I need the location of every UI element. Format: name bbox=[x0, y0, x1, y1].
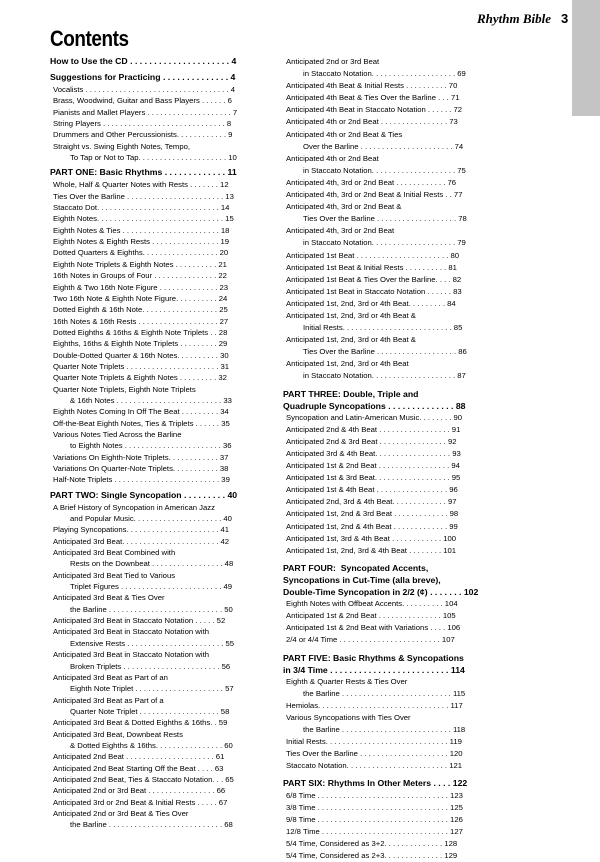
toc-entry: Variations On Eighth-Note Triplets. . . . . . . . . . . . 37 bbox=[53, 452, 229, 462]
toc-entry: Eighths, 16ths & Eighth Note Triplets . . . . . . . . . 29 bbox=[53, 339, 228, 349]
toc-entry: Anticipated 1st, 2nd, 3rd or 4th Beat. . . . . . . . . 84 bbox=[286, 298, 456, 308]
toc-entry: Brass, Woodwind, Guitar and Bass Players . . . . . . 6 bbox=[53, 96, 232, 106]
toc-entry: Ties Over the Barline . . . . . . . . . . . . . . . . . . . . . . . 13 bbox=[53, 191, 234, 201]
toc-entry: Anticipated 1st Beat in Staccato Notation . . . . . . 83 bbox=[286, 286, 462, 296]
toc-entry: Anticipated 2nd Beat . . . . . . . . . . . . . . . . . . . . . 61 bbox=[53, 752, 225, 762]
toc-entry: Anticipated 3rd Beat & Dotted Eighths & 16ths. . 59 bbox=[53, 718, 228, 728]
toc-entry: Drummers and Other Percussionists. . . . . . . . . . . . 9 bbox=[53, 130, 233, 140]
toc-entry: Initial Rests. . . . . . . . . . . . . . . . . . . . . . . . . . . . . 119 bbox=[286, 737, 462, 747]
toc-right-column bbox=[283, 56, 528, 862]
toc-entry: Anticipated 3rd Beat in Staccato Notation with bbox=[53, 650, 209, 660]
toc-entry: Initial Rests. . . . . . . . . . . . . . . . . . . . . . . . . . 85 bbox=[303, 323, 463, 333]
toc-entry: Over the Barline . . . . . . . . . . . . . . . . . . . . . . 74 bbox=[303, 141, 464, 151]
toc-entry: Ties Over the Barline . . . . . . . . . . . . . . . . . . . 78 bbox=[303, 214, 467, 224]
toc-entry: Anticipated 4th, 3rd or 2nd Beat . . . . . . . . . . . . 76 bbox=[286, 177, 457, 187]
toc-entry: 16th Notes in Groups of Four . . . . . . . . . . . . . . . 22 bbox=[53, 271, 227, 281]
toc-entry: A Brief History of Syncopation in American Jazz bbox=[53, 502, 215, 512]
toc-entry: Anticipated 1st Beat & Ties Over the Barline. . . . 82 bbox=[286, 274, 462, 284]
toc-entry: Off-the-Beat Eighth Notes, Ties & Triplets . . . . . . 35 bbox=[53, 418, 230, 428]
toc-entry: Anticipated 1st, 2nd, 3rd or 4th Beat & bbox=[286, 335, 416, 345]
toc-entry: the Barline . . . . . . . . . . . . . . . . . . . . . . . . . . 118 bbox=[303, 725, 466, 735]
toc-entry: Eighth Note Triplet . . . . . . . . . . . . . . . . . . . . . 57 bbox=[70, 684, 234, 694]
toc-section-heading: PART THREE: Double, Triple and bbox=[283, 388, 419, 399]
toc-entry: Eighth Notes & Ties . . . . . . . . . . . . . . . . . . . . . . . 18 bbox=[53, 225, 230, 235]
toc-entry: 3/8 Time . . . . . . . . . . . . . . . . . . . . . . . . . . . . . . . 125 bbox=[286, 802, 463, 812]
toc-entry: 12/8 Time . . . . . . . . . . . . . . . . . . . . . . . . . . . . . . 127 bbox=[286, 826, 463, 836]
toc-entry: Anticipated 3rd & 4th Beat. . . . . . . . . . . . . . . . . . 93 bbox=[286, 449, 461, 458]
toc-left-column bbox=[50, 55, 288, 831]
toc-entry: 5/4 Time, Considered as 3+2. . . . . . . . . . . . . . 128 bbox=[286, 838, 458, 848]
toc-entry: Quarter Note Triplets & Eighth Notes . . . . . . . . . 32 bbox=[53, 373, 227, 383]
toc-entry: Anticipated 4th Beat & Initial Rests . . . . . . . . . . 70 bbox=[286, 81, 458, 91]
toc-entry: and Popular Music. . . . . . . . . . . . . . . . . . . . . 40 bbox=[70, 514, 232, 524]
toc-entry: Double-Dotted Quarter & 16th Notes. . . . . . . . . . 30 bbox=[53, 350, 229, 360]
toc-entry: Anticipated 4th or 2nd Beat bbox=[286, 153, 379, 163]
toc-entry: 9/8 Time . . . . . . . . . . . . . . . . . . . . . . . . . . . . . . . 126 bbox=[286, 814, 463, 824]
toc-section-heading: in 3/4 Time . . . . . . . . . . . . . . . . . . . . . . . . . 114 bbox=[283, 664, 465, 675]
toc-entry: Anticipated 3rd Beat in Staccato Notation with bbox=[53, 627, 209, 637]
toc-entry: & Dotted Eighths & 16ths. . . . . . . . . . . . . . . . 60 bbox=[70, 740, 233, 750]
toc-section-heading: Syncopations in Cut-Time (alla breve), bbox=[283, 574, 441, 585]
toc-entry: Anticipated 2nd, 3rd & 4th Beat. . . . . . . . . . . . . 97 bbox=[286, 497, 457, 507]
toc-entry: Ties Over the Barline . . . . . . . . . . . . . . . . . . . 86 bbox=[303, 347, 467, 357]
toc-section-heading: Suggestions for Practicing . . . . . . . . . . . . . . 4 bbox=[50, 72, 236, 82]
toc-entry: Broken Triplets . . . . . . . . . . . . . . . . . . . . . . . 56 bbox=[70, 661, 231, 671]
toc-entry: Eighth & Two 16th Note Figure . . . . . . . . . . . . . . 23 bbox=[53, 282, 229, 292]
toc-entry: Anticipated 1st & 2nd Beat with Variations . . . . 106 bbox=[286, 623, 461, 633]
toc-entry: Anticipated 2nd Beat, Ties & Staccato Notation. . . 65 bbox=[53, 774, 234, 784]
toc-entry: Vocalists . . . . . . . . . . . . . . . . . . . . . . . . . . . . . . . . . . 4 bbox=[53, 85, 235, 94]
toc-entry: Quarter Note Triplets, Eighth Note Triplets bbox=[53, 384, 196, 394]
toc-section-heading: Quadruple Syncopations . . . . . . . . . . . . . . 88 bbox=[283, 400, 466, 411]
toc-entry: the Barline . . . . . . . . . . . . . . . . . . . . . . . . . . . 68 bbox=[70, 820, 233, 830]
toc-entry: Eighth Notes. . . . . . . . . . . . . . . . . . . . . . . . . . . . . . 15 bbox=[53, 214, 234, 224]
toc-section-heading: How to Use the CD . . . . . . . . . . . . . . . . . . . . . 4 bbox=[50, 56, 237, 66]
toc-entry: Anticipated 4th or 2nd Beat & Ties bbox=[286, 129, 403, 139]
toc-entry: Anticipated 3rd Beat Tied to Various bbox=[53, 570, 176, 580]
toc-entry: Anticipated 1st & 4th Beat . . . . . . . . . . . . . . . . . 96 bbox=[286, 485, 458, 495]
toc-entry: Anticipated 2nd or 3rd Beat bbox=[286, 57, 380, 66]
toc-entry: Anticipated 1st, 2nd & 3rd Beat . . . . . . . . . . . . . 98 bbox=[286, 509, 459, 519]
toc-entry: to Eighth Notes . . . . . . . . . . . . . . . . . . . . . . . 36 bbox=[70, 441, 232, 451]
toc-section-heading: PART ONE: Basic Rhythms . . . . . . . . . . . . . 11 bbox=[50, 167, 237, 178]
toc-entry: Anticipated 1st & 2nd Beat . . . . . . . . . . . . . . . . . 94 bbox=[286, 461, 460, 471]
toc-entry: Triplet Figures . . . . . . . . . . . . . . . . . . . . . . . . 49 bbox=[70, 582, 233, 592]
toc-entry: Anticipated 4th, 3rd or 2nd Beat bbox=[286, 226, 395, 236]
toc-entry: in Staccato Notation. . . . . . . . . . . . . . . . . . . . 69 bbox=[303, 69, 466, 79]
toc-entry: Anticipated 4th, 3rd or 2nd Beat & Initial Rests . . 77 bbox=[286, 190, 463, 200]
toc-entry: Eighth Note Triplets & Eighth Notes . . . . . . . . . . 21 bbox=[53, 259, 227, 269]
toc-entry: Eighth Notes with Offbeat Accents. . . . . . . . . . 104 bbox=[286, 599, 458, 609]
toc-entry: Anticipated 3rd Beat as Part of a bbox=[53, 695, 164, 705]
toc-entry: Half-Note Triplets . . . . . . . . . . . . . . . . . . . . . . . . . 39 bbox=[53, 475, 230, 485]
toc-entry: Anticipated 3rd Beat & Ties Over bbox=[53, 593, 165, 603]
toc-entry: Whole, Half & Quarter Notes with Rests . . . . . . . 12 bbox=[53, 180, 229, 190]
toc-entry: Anticipated 2nd or 3rd Beat & Ties Over bbox=[53, 808, 189, 818]
toc-entry: Pianists and Mallet Players . . . . . . . . . . . . . . . . . . . . 7 bbox=[53, 107, 238, 117]
toc-entry: in Staccato Notation. . . . . . . . . . . . . . . . . . . . 87 bbox=[303, 371, 466, 381]
toc-entry: Eighth Notes Coming In Off The Beat . . . . . . . . . 34 bbox=[53, 407, 229, 417]
toc-entry: Quarter Note Triplet . . . . . . . . . . . . . . . . . . . 58 bbox=[70, 706, 230, 716]
toc-entry: Anticipated 1st, 2nd, 3rd or 4th Beat bbox=[286, 359, 409, 369]
toc-entry: 6/8 Time . . . . . . . . . . . . . . . . . . . . . . . . . . . . . . . 123 bbox=[286, 790, 463, 800]
toc-section-heading: Double-Time Syncopation in 2/2 (¢) . . . . . . . 102 bbox=[283, 587, 479, 598]
toc-entry: Dotted Eighths & 16ths & Eighth Note Triplets . . 28 bbox=[53, 327, 228, 337]
book-title: Rhythm Bible bbox=[477, 11, 552, 26]
toc-entry: in Staccato Notation. . . . . . . . . . . . . . . . . . . . 79 bbox=[303, 238, 466, 248]
toc-entry: Anticipated 2nd or 3rd Beat . . . . . . . . . . . . . . . . 66 bbox=[53, 786, 226, 796]
toc-entry: Various Notes Tied Across the Barline bbox=[53, 429, 182, 439]
toc-entry: To Tap or Not to Tap. . . . . . . . . . . . . . . . . . . . . 10 bbox=[70, 153, 237, 163]
toc-section-heading: PART FIVE: Basic Rhythms & Syncopations bbox=[283, 652, 464, 663]
toc-entry: Anticipated 3rd Beat Combined with bbox=[53, 548, 176, 558]
page-number: 3 bbox=[561, 11, 569, 26]
toc-entry: Anticipated 1st & 3rd Beat. . . . . . . . . . . . . . . . . . 95 bbox=[286, 473, 461, 483]
toc-entry: Anticipated 3rd Beat. . . . . . . . . . . . . . . . . . . . . . . 42 bbox=[53, 536, 230, 546]
toc-entry: Dotted Quarters & Eighths. . . . . . . . . . . . . . . . . . 20 bbox=[53, 248, 229, 258]
toc-entry: Anticipated 1st, 2nd & 4th Beat . . . . . . . . . . . . . 99 bbox=[286, 521, 458, 531]
toc-entry: Anticipated 2nd Beat Starting Off the Beat . . . . 63 bbox=[53, 763, 224, 773]
toc-entry: Anticipated 4th Beat in Staccato Notation . . . . . . 72 bbox=[286, 105, 463, 115]
toc-entry: & 16th Notes . . . . . . . . . . . . . . . . . . . . . . . . . 33 bbox=[70, 395, 232, 405]
toc-entry: 2/4 or 4/4 Time . . . . . . . . . . . . . . . . . . . . . . . . 107 bbox=[286, 635, 455, 645]
toc-entry: Straight vs. Swing Eighth Notes, Tempo, bbox=[53, 141, 191, 151]
toc-entry: Anticipated 4th or 2nd Beat . . . . . . . . . . . . . . . . 73 bbox=[286, 117, 458, 127]
toc-entry: 5/4 Time, Considered as 2+3. . . . . . . . . . . . . . 129 bbox=[286, 851, 458, 860]
toc-entry: Hemiolas. . . . . . . . . . . . . . . . . . . . . . . . . . . . . . . 117 bbox=[286, 700, 463, 710]
toc-entry: Quarter Note Triplets . . . . . . . . . . . . . . . . . . . . . . 31 bbox=[53, 361, 230, 371]
toc-section-heading: PART SIX: Rhythms In Other Meters . . . . 122 bbox=[283, 778, 468, 789]
toc-entry: 16th Notes & 16th Rests . . . . . . . . . . . . . . . . . . . 27 bbox=[53, 316, 229, 326]
toc-entry: Anticipated 1st Beat & Initial Rests . . . . . . . . . . 81 bbox=[286, 262, 457, 272]
toc-entry: Anticipated 4th, 3rd or 2nd Beat & bbox=[286, 202, 402, 212]
page-title: Contents bbox=[50, 26, 129, 51]
toc-entry: Staccato Notation. . . . . . . . . . . . . . . . . . . . . . . . 121 bbox=[286, 761, 463, 771]
toc-entry: Rests on the Downbeat . . . . . . . . . . . . . . . . . 48 bbox=[70, 559, 234, 569]
toc-entry: Anticipated 1st Beat . . . . . . . . . . . . . . . . . . . . . . 80 bbox=[286, 250, 460, 260]
toc-entry: Eighth & Quarter Rests & Ties Over bbox=[286, 676, 408, 686]
toc-entry: Anticipated 3rd Beat, Downbeat Rests bbox=[53, 729, 183, 739]
toc-entry: the Barline . . . . . . . . . . . . . . . . . . . . . . . . . . 115 bbox=[303, 688, 466, 698]
toc-entry: Playing Syncopations. . . . . . . . . . . . . . . . . . . . . . 41 bbox=[53, 525, 230, 535]
toc-entry: Extensive Rests . . . . . . . . . . . . . . . . . . . . . . . 55 bbox=[70, 638, 235, 648]
toc-entry: Anticipated 1st, 2nd, 3rd or 4th Beat & bbox=[286, 310, 416, 320]
toc-entry: Anticipated 1st, 3rd & 4th Beat . . . . . . . . . . . . 100 bbox=[286, 533, 457, 543]
toc-entry: Eighth Notes & Eighth Rests . . . . . . . . . . . . . . . . 19 bbox=[53, 237, 230, 247]
toc-entry: Syncopation and Latin-American Music. . . . . . . . 90 bbox=[286, 412, 463, 422]
toc-section-heading: PART FOUR: Syncopated Accents, bbox=[283, 562, 429, 573]
toc-entry: Dotted Eighth & 16th Note. . . . . . . . . . . . . . . . . . 25 bbox=[53, 305, 228, 315]
toc-entry: the Barline . . . . . . . . . . . . . . . . . . . . . . . . . . . 50 bbox=[70, 604, 233, 614]
toc-entry: Anticipated 4th Beat & Ties Over the Barline . . . 71 bbox=[286, 93, 460, 103]
toc-section-heading: PART TWO: Single Syncopation . . . . . . . . . 40 bbox=[50, 489, 238, 500]
toc-entry: Two 16th Note & Eighth Note Figure. . . . . . . . . . 24 bbox=[53, 293, 228, 303]
toc-entry: Anticipated 2nd & 4th Beat . . . . . . . . . . . . . . . . . 91 bbox=[286, 424, 461, 434]
toc-entry: Staccato Dot. . . . . . . . . . . . . . . . . . . . . . . . . . . . . 14 bbox=[53, 203, 230, 213]
toc-entry: Ties Over the Barline . . . . . . . . . . . . . . . . . . . . . 120 bbox=[286, 749, 463, 759]
toc-entry: Anticipated 1st, 2nd, 3rd & 4th Beat . . . . . . . . 101 bbox=[286, 545, 457, 555]
toc-entry: Anticipated 3rd Beat in Staccato Notation . . . . . 52 bbox=[53, 616, 226, 626]
page-tab bbox=[572, 0, 600, 116]
toc-entry: String Players . . . . . . . . . . . . . . . . . . . . . . . . . . . . . 8 bbox=[53, 119, 232, 129]
toc-entry: in Staccato Notation. . . . . . . . . . . . . . . . . . . . 75 bbox=[303, 165, 466, 175]
toc-entry: Anticipated 1st & 2nd Beat . . . . . . . . . . . . . . . 105 bbox=[286, 611, 456, 621]
toc-entry: Anticipated 2nd & 3rd Beat . . . . . . . . . . . . . . . . 92 bbox=[286, 436, 457, 446]
toc-entry: Variations On Quarter-Note Triplets. . . . . . . . . . . 38 bbox=[53, 464, 229, 473]
toc-entry: Anticipated 3rd Beat as Part of an bbox=[53, 672, 168, 682]
toc-entry: Anticipated 3rd or 2nd Beat & Initial Rests . . . . . 67 bbox=[53, 797, 228, 807]
toc-entry: Various Syncopations with Ties Over bbox=[286, 712, 411, 722]
